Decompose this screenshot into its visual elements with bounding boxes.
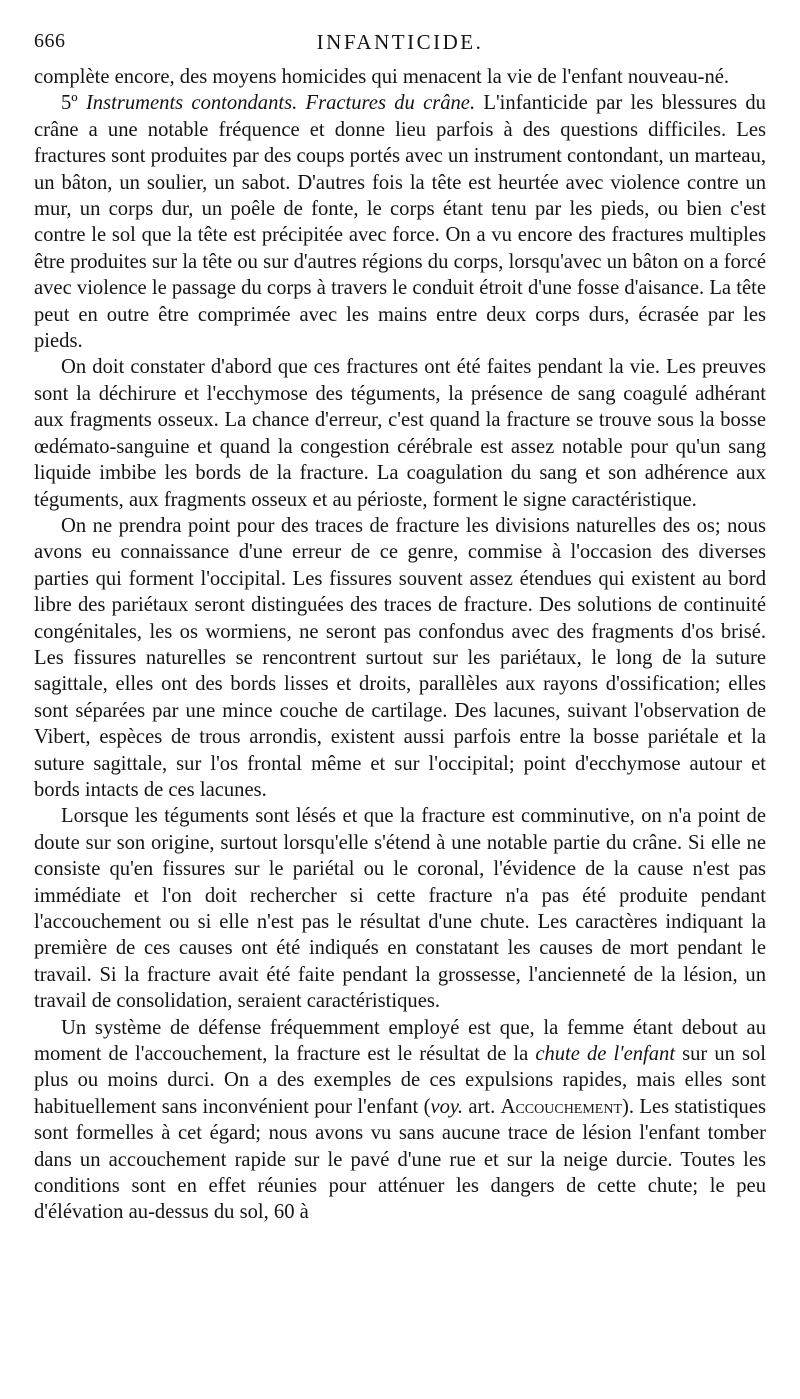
paragraph xyxy=(34,1015,766,1226)
page-number: 666 xyxy=(34,30,66,52)
paragraph-text: art. xyxy=(463,1095,501,1118)
paragraph-text: complète encore, des moyens homicides qui menacent la vie de l'enfant nouveau-né. xyxy=(34,66,730,88)
paragraph-text: L'infanticide par les blessures du crâne a une notable fréquence et donne lieu parfois à des questions difficiles. Les fractures sont produites par des coups portés avec un instrument contondant, un marteau, un bâton, un soulier, un sabot. D'autres fois la tête est heurtée avec violence contre un mur, un corps dur, un poêle de fonte, le corps étant tenu par les pieds, ou bien c'est contre le sol que la tête est précipitée avec force. On a vu encore des fractures multiples être produites sur la tête ou sur d'autres régions du corps, lorsqu'avec un bâton on a forcé avec violence le passage du corps à travers le conduit étroit d'une fosse d'aisance. La tête peut en outre être comprimée avec les mains entre deux corps durs, écrasée par les pieds. xyxy=(34,92,767,353)
running-title: INFANTICIDE. xyxy=(316,30,484,54)
body-text xyxy=(34,64,766,1226)
paragraph-continuation xyxy=(34,64,766,90)
italic-abbreviation: voy. xyxy=(430,1095,464,1118)
section-number: 5º xyxy=(61,92,86,115)
paragraph-section-5 xyxy=(34,90,766,354)
paragraph-text: Un système de défense fréquemment employé est que, la femme étant debout au moment de l'accouchement, la fracture est le résultat de la xyxy=(34,1016,766,1066)
paragraph xyxy=(34,513,766,803)
paragraph-text: On doit constater d'abord que ces fractures ont été faites pendant la vie. Les preuves sont la déchirure et l'ecchymose des téguments, la présence de sang coagulé adhérant aux fragments osseux. La chance d'erreur, c'est quand la fracture se trouve sous la bosse œdémato-sanguine et quand la congestion cérébrale est assez notable pour qu'un sang liquide imbibe les bords de la fracture. La coagulation du sang et son adhérence aux téguments, aux fragments osseux et au périoste, forment le signe caractéristique. xyxy=(34,356,766,511)
paragraph-text: sur un sol plus ou moins durci. On a des exemples de ces expulsions rapides, mais elles sont habituellement sans inconvénient pour l'enfant ( xyxy=(34,1043,766,1118)
italic-phrase: chute de l'enfant xyxy=(535,1043,676,1066)
cross-reference: Accouchement xyxy=(500,1095,623,1118)
paragraph xyxy=(34,803,766,1014)
section-heading: Instruments contondants. Fractures du crâne. xyxy=(85,92,476,115)
running-head xyxy=(0,30,800,60)
paragraph-text: ). Les statistiques sont formelles à cet égard; nous avons vu sans aucune trace de lésion l'enfant tomber dans un accouchement rapide sur le pavé d'une rue et sur la neige durcie. Toutes les conditions sont en effet réunies pour atténuer les dangers de cette chute; le peu d'élévation au-dessus du sol, 60 à xyxy=(34,1095,766,1224)
paragraph-text: On ne prendra point pour des traces de fracture les divisions naturelles des os; nous avons eu connaissance d'une erreur de ce genre, commise à l'occasion des diverses parties qui forment l'occipital. Les fissures souvent assez étendues qui existent au bord libre des pariétaux seront distinguées des traces de fracture. Des solutions de continuité congénitales, les os wormiens, ne seront pas confondus avec des fragments d'os brisé. Les fissures naturelles se rencontrent surtout sur les pariétaux, le long de la suture sagittale, elles ont des bords lisses et droits, parallèles aux rayons d'ossification; elles sont séparées par une mince couche de cartilage. Des lacunes, suivant l'observation de Vibert, espèces de trous arrondis, existent aussi parfois entre la bosse pariétale et la suture sagittale, sur l'os frontal même et sur l'occipital; point d'ecchymose autour et bords intacts de ces lacunes. xyxy=(34,514,766,801)
paragraph xyxy=(34,354,766,512)
paragraph-text: Lorsque les téguments sont lésés et que la fracture est comminutive, on n'a point de doute sur son origine, surtout lorsqu'elle s'étend à une notable partie du crâne. Si elle ne consiste qu'en fissures sur le pariétal ou le coronal, l'évidence de la cause n'est pas immédiate et l'on doit rechercher si cette fracture n'a pas été produite pendant l'accouchement ou si elle n'est pas le résultat d'une chute. Les caractères indiquant la première de ces causes ont été indiqués en constatant les causes de mort pendant le travail. Si la fracture avait été faite pendant la grossesse, l'ancienneté de la lésion, un travail de consolidation, seraient caractéristiques. xyxy=(34,805,766,1013)
